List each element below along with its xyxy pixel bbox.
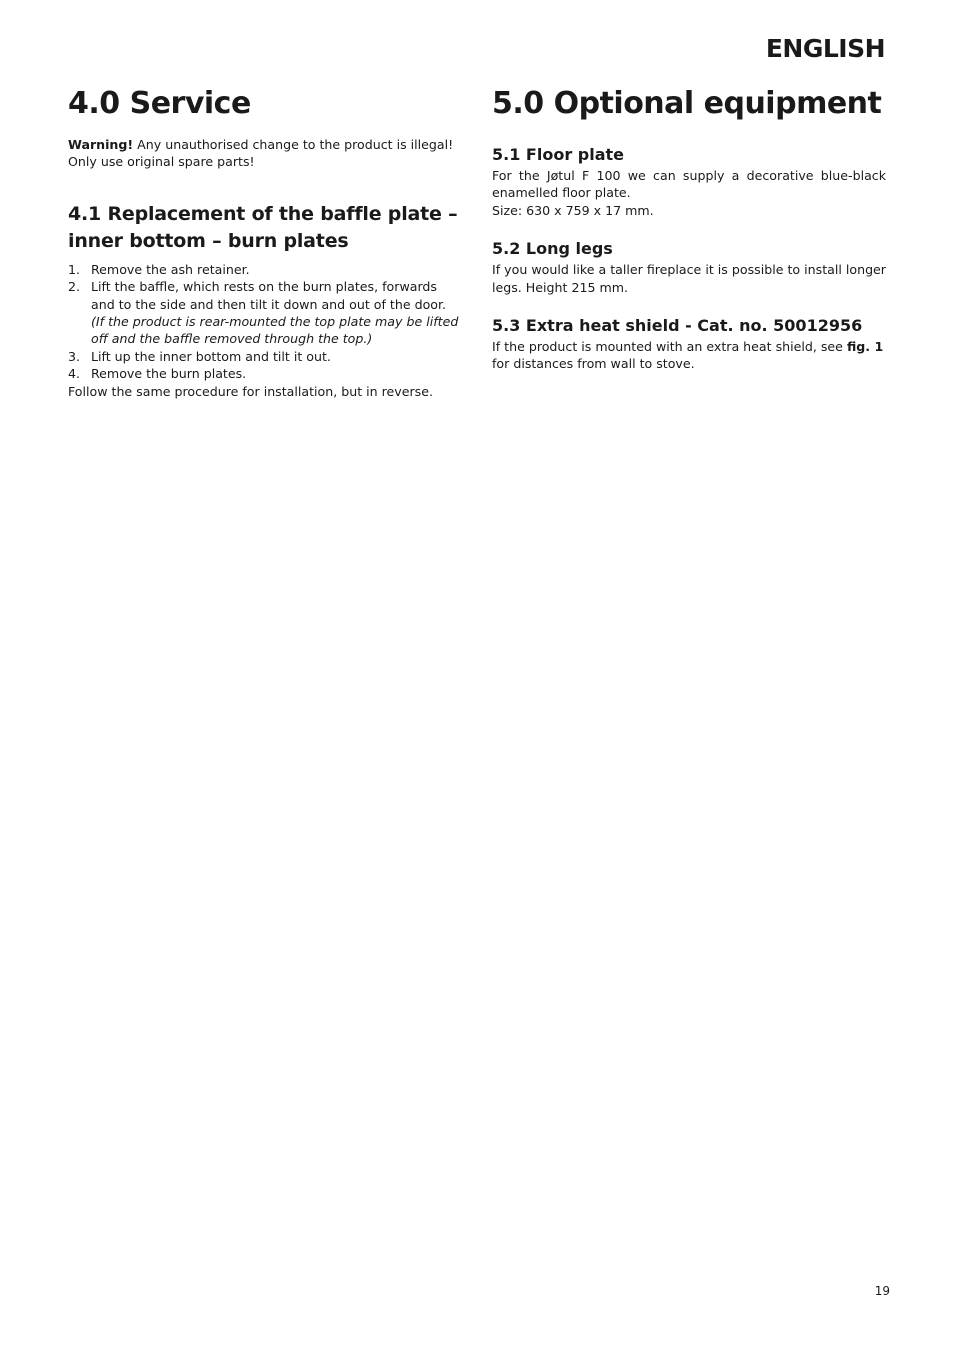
page-number: 19 (874, 1284, 890, 1298)
replacement-steps-list (68, 261, 463, 383)
heat-shield-text-end: for distances from wall to stove. (492, 356, 695, 372)
step-text: Remove the burn plates. (91, 366, 247, 382)
step-number: 3. (68, 348, 81, 364)
optional-equipment-title: 5.0 Optional equipment (492, 86, 882, 121)
floor-plate-size: Size: 630 x 759 x 17 mm. (492, 202, 654, 218)
service-title: 4.0 Service (68, 86, 251, 121)
step-number: 4. (68, 366, 81, 382)
list-item (68, 278, 463, 348)
heat-shield-text (492, 338, 886, 373)
step-number: 2. (68, 279, 81, 295)
step-text: Remove the ash retainer. (91, 261, 250, 277)
warning-text: Any unauthorised change to the product is illegal! Only use original spare parts! (68, 137, 454, 170)
floor-plate-heading: 5.1 Floor plate (492, 145, 625, 164)
step-text: Lift up the inner bottom and tilt it out. (91, 348, 331, 364)
baffle-replacement-heading: 4.1 Replacement of the baffle plate – inner bottom – burn plates (68, 202, 458, 252)
step-note: (If the product is rear-mounted the top plate may be lifted off and the baffle removed through the top.) (91, 314, 459, 347)
list-item (68, 348, 463, 365)
list-item (68, 261, 463, 278)
installation-note: Follow the same procedure for installation, but in reverse. (68, 383, 433, 399)
floor-plate-section (492, 145, 886, 219)
heat-shield-text-start: If the product is mounted with an extra heat shield, see (492, 339, 847, 355)
heat-shield-section (492, 316, 886, 373)
service-column (68, 84, 463, 400)
figure-reference: fig. 1 (846, 339, 884, 355)
step-number: 1. (68, 261, 81, 277)
floor-plate-text: For the Jøtul F 100 we can supply a decorative blue-black enamelled floor plate. (492, 168, 886, 201)
long-legs-text: If you would like a taller fireplace it is possible to install longer legs. Height 215 mm. (492, 262, 886, 295)
warning-label: Warning! (68, 137, 134, 152)
long-legs-heading: 5.2 Long legs (492, 239, 613, 259)
optional-equipment-column (492, 84, 886, 393)
warning-paragraph (68, 136, 463, 171)
language-label: ENGLISH (765, 34, 885, 63)
heat-shield-heading: 5.3 Extra heat shield - Cat. no. 50012956 (492, 316, 863, 336)
step-text: Lift the baffle, which rests on the burn plates, forwards and to the side and then tilt it down and out of the door. (91, 279, 447, 312)
list-item (68, 365, 463, 382)
long-legs-section (492, 239, 886, 296)
